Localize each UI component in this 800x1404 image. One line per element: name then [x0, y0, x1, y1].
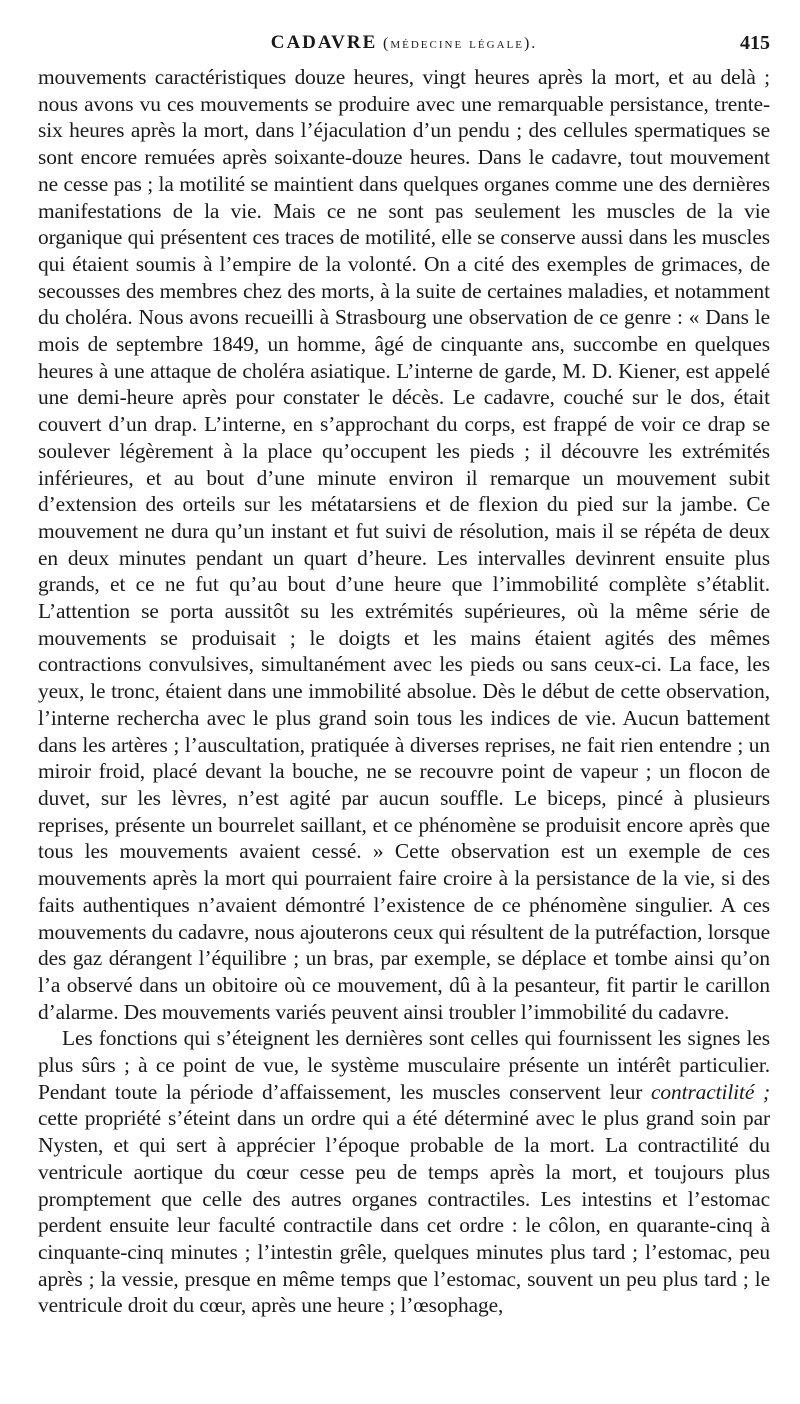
paragraph-2-text-a: Les fonctions qui s’éteignent les dernières sont celles qui fournissent les signes les plus sûrs ; à ce point de vue, le système musculaire présente un intérêt particulier. Pendant toute la période d’affaissement, les muscles conservent leur	[38, 1026, 770, 1104]
paragraph-1: mouvements caractéristiques douze heures, vingt heures après la mort, et au delà ; nous avons vu ces mouvements se produire avec une remarquable persistance, trente-six heures après la mort, dans l’éjaculation d’un pendu ; des cellules spermatiques se sont encore remuées après soixante-douze heures. Dans le cadavre, tout mouvement ne cesse pas ; la motilité se maintient dans quelques organes comme une des dernières manifestations de la vie. Mais ce ne sont pas seulement les muscles de la vie organique qui présentent ces traces de motilité, elle se conserve aussi dans les muscles qui étaient soumis à l’empire de la volonté. On a cité des exemples de grimaces, de secousses des membres chez des morts, à la suite de certaines maladies, et notamment du choléra. Nous avons recueilli à Strasbourg une observation de ce genre : « Dans le mois de septembre 1849, un homme, âgé de cinquante ans, succombe en quelques heures à une attaque de choléra asiatique. L’interne de garde, M. D. Kiener, est appelé une demi-heure après pour constater le décès. Le cadavre, couché sur le dos, était couvert d’un drap. L’interne, en s’approchant du corps, est frappé de voir ce drap se soulever légèrement à la place qu’occupent les pieds ; il découvre les extrémités inférieures, et au bout d’une minute environ il remarque un mouvement subit d’extension des orteils sur les métatarsiens et de flexion du pied sur la jambe. Ce mouvement ne dura qu’un instant et fut suivi de résolution, mais il se répéta de deux en deux minutes pendant un quart d’heure. Les intervalles devinrent ensuite plus grands, et ce ne fut qu’au bout d’une heure que l’immobilité complète s’établit. L’attention se porta aussitôt su les extrémités supérieures, où la même série de mouvements se produisait ; le doigts et les mains étaient agités des mêmes contractions convulsives, simultanément avec les pieds ou sans ceux-ci. La face, les yeux, le tronc, étaient dans une immobilité absolue. Dès le début de cette observation, l’interne rechercha avec le plus grand soin tous les indices de vie. Aucun battement dans les artères ; l’auscultation, pratiquée à diverses reprises, ne fait rien entendre ; un miroir froid, placé devant la bouche, ne se recouvre point de vapeur ; un flocon de duvet, sur les lèvres, n’est agité par aucun souffle. Le biceps, pincé à plusieurs reprises, présente un bourrelet saillant, et ce phénomène se produisit encore après que tous les mouvements avaient cessé. » Cette observation est un exemple de ces mouvements après la mort qui pourraient faire croire à la persistance de la vie, si des faits authentiques n’avaient démontré l’existence de ce phénomène singulier. A ces mouvements du cadavre, nous ajouterons ceux qui résultent de la putréfaction, lorsque des gaz dérangent l’équilibre ; un bras, par exemple, se déplace et tombe ainsi qu’on l’a observé dans un obitoire où ce mouvement, dû à la pesanteur, fit partir le carillon d’alarme. Des mouvements variés peuvent ainsi troubler l’immobilité du cadavre.	[38, 65, 770, 1024]
paragraph-2-text-b: cette propriété s’éteint dans un ordre qui a été déterminé avec le plus grand soin par Nysten, et qui sert à apprécier l’époque probable de la mort. La contractilité du ventricule aortique du cœur cesse peu de temps après la mort, et toujours plus promptement que celle des autres organes contractiles. Les intestins et l’estomac perdent ensuite leur faculté contractile dans cet ordre : le côlon, en quarante-cinq à cinquante-cinq minutes ; l’intestin grêle, quelques minutes plus tard ; l’estomac, peu après ; la vessie, presque en même temps que l’estomac, souvent un peu plus tard ; le ventricule droit du cœur, après une heure ; l’œsophage,	[38, 1106, 770, 1318]
page-number: 415	[740, 32, 770, 54]
running-title-main: CADAVRE	[270, 32, 378, 53]
paragraph-2	[38, 1025, 770, 1319]
body-text	[38, 64, 770, 1319]
running-title	[38, 32, 770, 54]
paragraph-2-emphasis: contractilité ;	[651, 1079, 770, 1104]
running-title-sub: (médecine légale).	[383, 35, 538, 52]
running-header	[38, 30, 770, 64]
